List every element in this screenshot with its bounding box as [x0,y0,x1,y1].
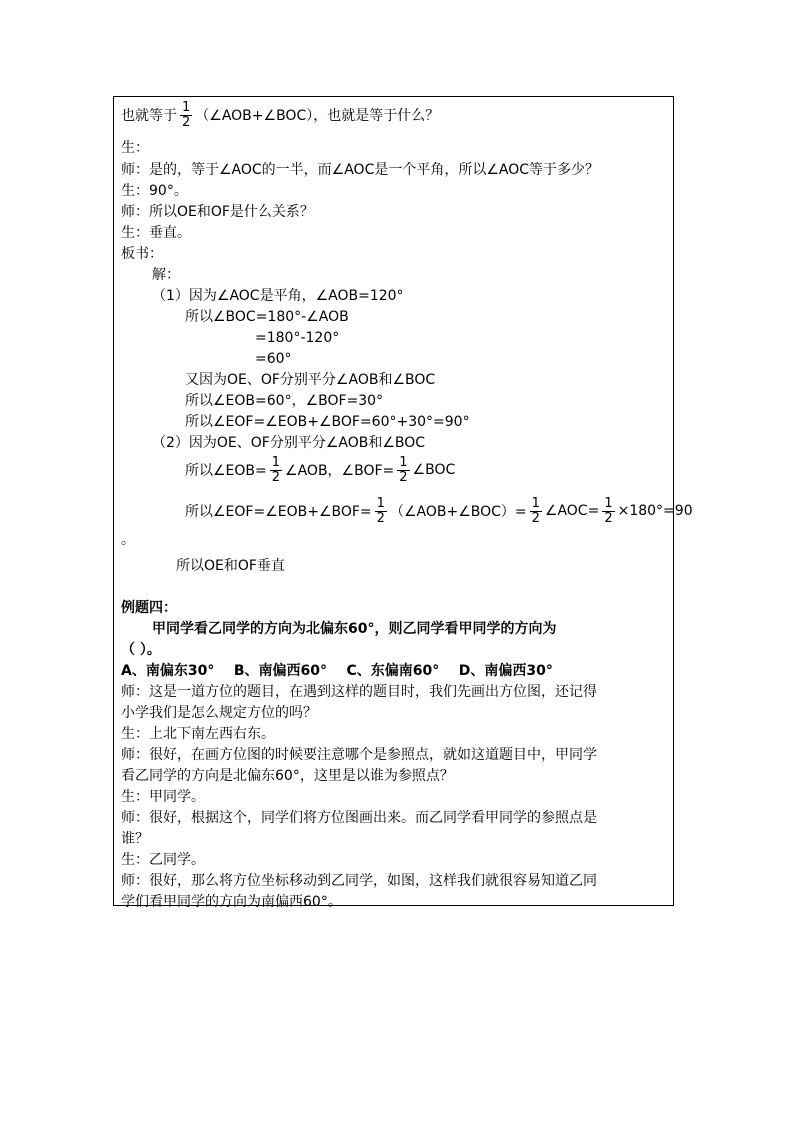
solution-line: =180°-120° [255,330,340,346]
dialog-line: 师：很好，根据这个，同学们将方位图画出来。而乙同学看甲同学的参照点是 [121,810,597,826]
example-options: A、南偏东30° B、南偏西60° C、东偏南60° D、南偏西30° [121,663,553,679]
dialog-line: 师：很好，那么将方位坐标移动到乙同学，如图，这样我们就很容易知道乙同 [121,873,597,889]
text: 所以∠EOB= [185,463,267,479]
fraction-one-half: $\frac{1}{2}$ [376,495,385,526]
solution-line: （2）因为OE、OF分别平分∠AOB和∠BOC [152,435,426,451]
fraction-one-half: $\frac{1}{2}$ [604,495,613,526]
dialog-line: 生：上北下南左西右东。 [121,726,275,742]
dialog-line: 师：这是一道方位的题目，在遇到这样的题目时，我们先画出方位图，还记得 [121,684,597,700]
text: （∠AOB+∠BOC），也就是等于什么？ [195,108,440,124]
text: （∠AOB+∠BOC）= [389,504,527,520]
dialog-line: 谁？ [121,831,149,847]
text: ×180°=90 [617,503,693,519]
formula-line-1 [185,453,455,487]
dialog-line: 小学我们是怎么规定方位的吗？ [121,705,317,721]
example-title: 例题四： [121,600,177,616]
text: ∠AOB，∠BOF= [285,463,395,479]
fraction-one-half: $\frac{1}{2}$ [182,99,191,130]
formula-line-2 [185,494,693,528]
line-half-sum [121,98,439,132]
solution-line: 所以∠EOB=60°，∠BOF=30° [185,393,384,409]
solution-line: 所以∠EOF=∠EOB+∠BOF=60°+30°=90° [185,414,470,430]
teacher-line: 师：是的，等于∠AOC的一半，而∠AOC是一个平角，所以∠AOC等于多少？ [121,162,600,178]
dialog-line: 师：很好，在画方位图的时候要注意哪个是参照点，就如这道题目中，甲同学 [121,747,597,763]
solution-label: 解： [152,267,180,283]
student-line: 生：90°。 [121,183,188,199]
example-question: 甲同学看乙同学的方向为北偏东60°，则乙同学看甲同学的方向为 [152,621,557,637]
board-label: 板书： [121,246,163,262]
solution-conclusion: 所以OE和OF垂直 [176,558,285,574]
solution-line: 所以∠BOC=180°-∠AOB [185,309,349,325]
text: 也就等于 [121,108,177,124]
teacher-line: 师：所以OE和OF是什么关系？ [121,204,314,220]
example-answer-blank: （ ）。 [121,642,161,658]
solution-line: 又因为OE、OF分别平分∠AOB和∠BOC [185,372,436,388]
dialog-line: 看乙同学的方向是北偏东60°，这里是以谁为参照点？ [121,768,454,784]
dialog-line: 生：甲同学。 [121,789,205,805]
dialog-line: 生：乙同学。 [121,852,205,868]
solution-line: =60° [255,351,292,367]
student-line: 生： [121,140,149,156]
trailing-period: 。 [121,532,135,548]
fraction-one-half: $\frac{1}{2}$ [271,454,281,485]
text: 所以∠EOF=∠EOB+∠BOF= [185,504,372,520]
text: ∠AOC= [544,503,600,519]
fraction-one-half: $\frac{1}{2}$ [531,495,540,526]
fraction-one-half: $\frac{1}{2}$ [399,454,408,485]
dialog-line: 学们看甲同学的方向为南偏西60°。 [121,894,342,910]
student-line: 生：垂直。 [121,225,191,241]
text: ∠BOC [412,462,456,478]
solution-line: （1）因为∠AOC是平角，∠AOB=120° [152,288,404,304]
